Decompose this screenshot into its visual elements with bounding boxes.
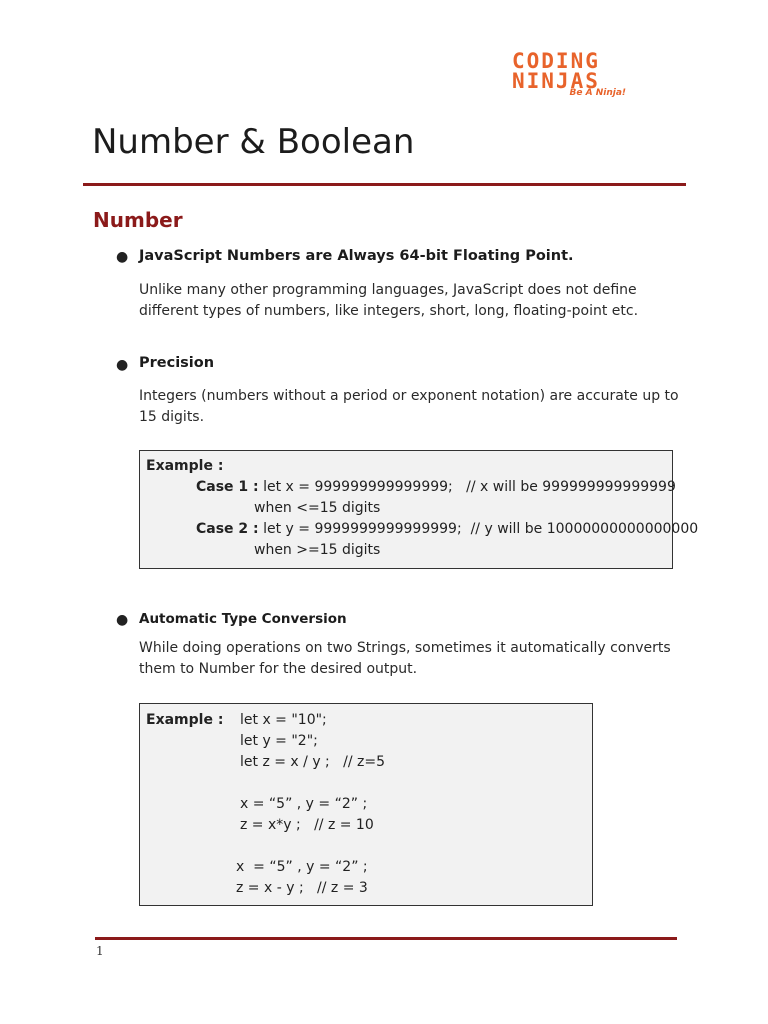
logo-tagline: Be A Ninja! [569,88,626,98]
code-line: let z = x / y ; // z=5 [240,754,385,770]
code-line: x = “5” , y = “2” ; [240,796,368,812]
example-label: Example : [146,458,224,474]
section-heading: Number [93,208,183,232]
title-divider [83,183,686,186]
example-box-precision [139,450,699,569]
example-label: Example : [146,712,224,728]
case-note: when <=15 digits [254,500,381,516]
logo-word-ninjas: NINJAS [512,69,600,93]
bullet-icon: ● [116,249,129,265]
example-box-conversion [139,703,593,906]
code-line: z = x*y ; // z = 10 [240,817,374,833]
code-line: let y = "2"; [240,733,318,749]
code-line: let x = 999999999999999; // x will be 999999999999999 [263,479,676,495]
paragraph: Integers (numbers without a period or exponent notation) are accurate up to 15 digits. [139,388,679,425]
bullet-title: Automatic Type Conversion [139,611,347,627]
bullet-icon: ● [116,357,129,373]
page-number: 1 [96,944,104,958]
bullet-title: Precision [139,355,215,371]
code-line: let y = 9999999999999999; // y will be 10000000000000000 [263,521,699,537]
bullet-icon: ● [116,612,129,628]
paragraph: Unlike many other programming languages, JavaScript does not define different types of numbers, like integers, short, long, floating-point etc. [139,282,639,319]
bullet-title: JavaScript Numbers are Always 64-bit Floating Point. [139,248,574,264]
logo-word-coding: CODING [512,49,600,73]
coding-ninjas-logo [510,50,630,102]
code-line: x = “5” , y = “2” ; [236,859,368,875]
footer-divider [95,937,677,940]
case-label: Case 1 : [196,479,259,495]
case-note: when >=15 digits [254,542,381,558]
code-line: z = x - y ; // z = 3 [236,880,368,896]
page-title: Number & Boolean [92,122,415,162]
paragraph: While doing operations on two Strings, sometimes it automatically converts them to Number for the desired output. [139,640,671,677]
case-label: Case 2 : [196,521,259,537]
code-line: let x = "10"; [240,712,327,728]
